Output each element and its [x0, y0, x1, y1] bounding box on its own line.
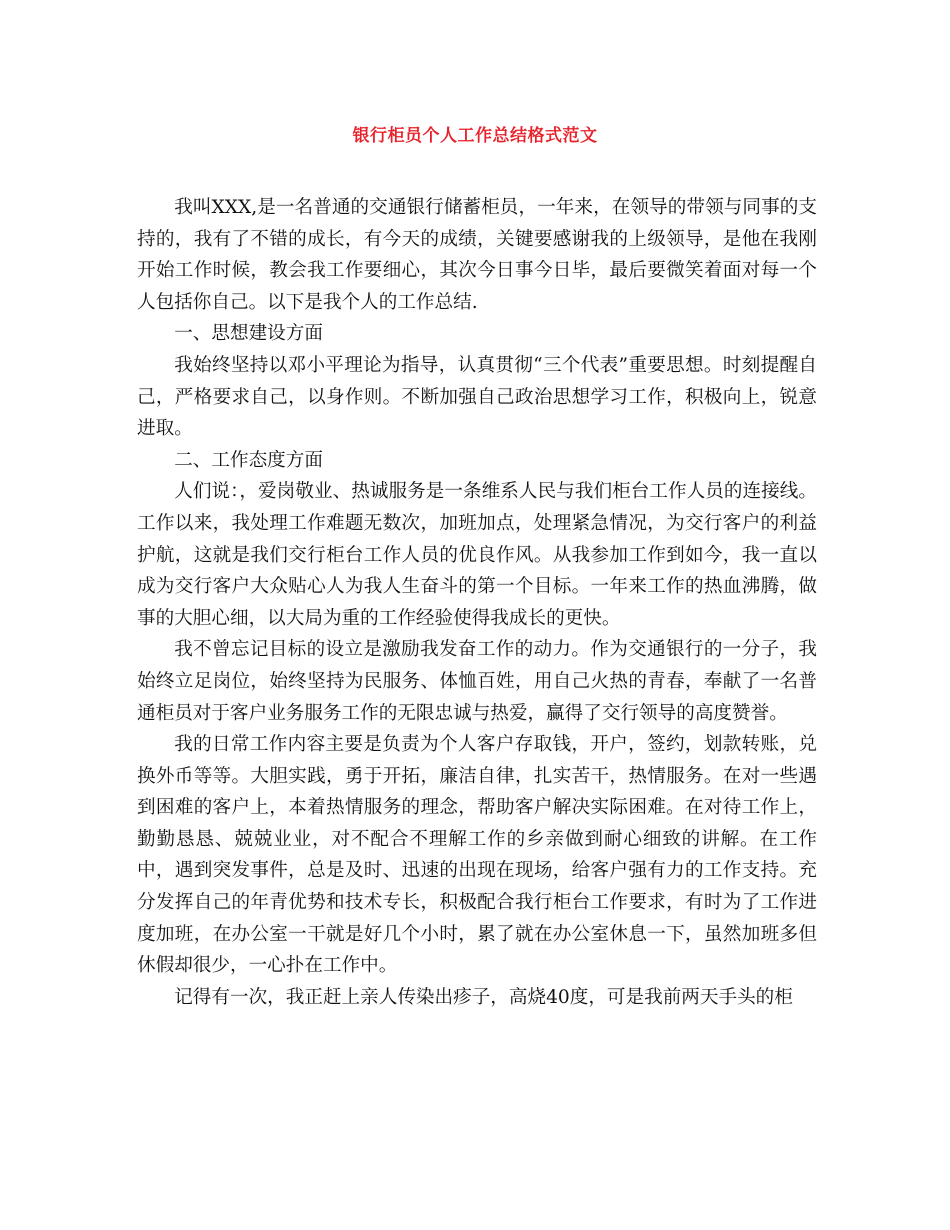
- section-heading-attitude: 二、工作态度方面: [174, 449, 323, 471]
- document-body: [137, 192, 817, 1013]
- section-heading-ideology: 一、思想建设方面: [174, 323, 323, 345]
- paragraph-intro: 我叫XXX,是一名普通的交通银行储蓄柜员，一年来，在领导的带领与同事的支持的，我有了不错的成长，有今天的成绩，关键要感谢我的上级领导，是他在我刚开始工作时候，教会我工作要细心，其次今日事今日毕，最后要微笑着面对每一个人包括你自己。以下是我个人的工作总结.: [137, 197, 817, 313]
- paragraph-goals: 我不曾忘记目标的设立是激励我发奋工作的动力。作为交通银行的一分子，我始终立足岗位，始终坚持为民服务、体恤百姓，用自己火热的青春，奉献了一名普通柜员对于客户业务服务工作的无限忠诚与热爱，赢得了交行领导的高度赞誉。: [137, 639, 817, 724]
- paragraph-anecdote: 记得有一次，我正赶上亲人传染出疹子，高烧40度，可是我前两天手头的柜: [174, 986, 793, 1008]
- paragraph-ideology: 我始终坚持以邓小平理论为指导，认真贯彻“三个代表”重要思想。时刻提醒自己，严格要求自己，以身作则。不断加强自己政治思想学习工作，积极向上，锐意进取。: [137, 354, 817, 440]
- paragraph-daily-work: 我的日常工作内容主要是负责为个人客户存取钱，开户，签约，划款转账，兑换外币等等。大胆实践，勇于开拓，廉洁自律，扎实苦干，热情服务。在对一些遇到困难的客户上，本着热情服务的理念，帮助客户解决实际困难。在对待工作上，勤勤恳恳、兢兢业业，对不配合不理解工作的乡亲做到耐心细致的讲解。在工作中，遇到突发事件，总是及时、迅速的出现在现场，给客户强有力的工作支持。充分发挥自己的年青优势和技术专长，积极配合我行柜台工作要求，有时为了工作进度加班，在办公室一干就是好几个小时，累了就在办公室休息一下，虽然加班多但休假却很少，一心扑在工作中。: [137, 734, 817, 977]
- paragraph-attitude: 人们说：，爱岗敬业、热诚服务是一条维系人民与我们柜台工作人员的连接线。工作以来，我处理工作难题无数次，加班加点，处理紧急情况，为交行客户的利益护航，这就是我们交行柜台工作人员的优良作风。从我参加工作到如今，我一直以成为交行客户大众贴心人为我人生奋斗的第一个目标。一年来工作的热血沸腾，做事的大胆心细，以大局为重的工作经验使得我成长的更快。: [137, 481, 817, 629]
- document-title: 银行柜员个人工作总结格式范文: [352, 126, 598, 146]
